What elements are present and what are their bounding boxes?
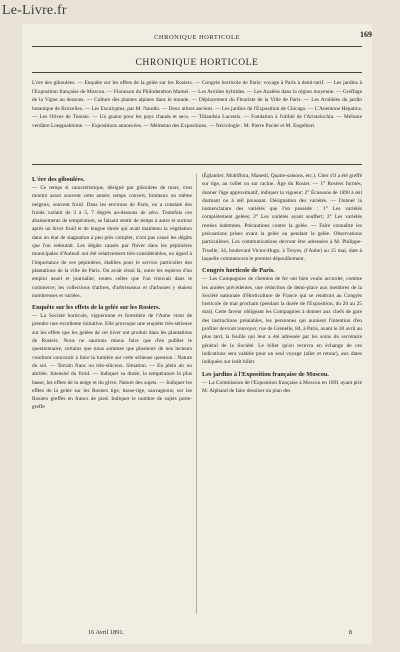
section-text: — La Société horticole, vigneronne et forestière de l'Aube vient de prendre une excellente initiative. Elle provoque une enquête très-sérieuse sur les effets que les gelées de cet hiver ont produit dans les plantations de Rosiers. Nous ne saurions mieux faire que d'en publier le questionnaire, certains que nous sommes que plusieurs de nos lecteurs voudront concourir à faire la lumière sur cette sérieuse question : Nature du sol. — Terrain franc ou très-siliceux. Situation. — En plein air ou abritée. Intensité du froid. — Indiquer sa durée, la température la plus basse, les effets de la neige et du givre. Nature des sujets. — Indiquer les effets de la gelée sur les Rosiers tige, basse-tige, sauvageons; sur les Rosiers greffés en francs de pied. Indiquer le nombre de sujets porte-greffe xyxy=(32,313,192,411)
page-number: 169 xyxy=(360,30,372,39)
section-heading: Enquête sur les effets de la gelée sur les Rosiers. xyxy=(32,304,161,312)
title-rule xyxy=(32,72,362,73)
header-rule xyxy=(32,46,362,47)
issue-date: 16 Avril 1891. xyxy=(88,629,125,636)
section-heading: Congrès horticole de Paris. xyxy=(202,267,275,275)
right-column xyxy=(202,172,362,395)
watermark-stamp: Le-Livre.fr xyxy=(2,3,67,18)
signature-mark: 8 xyxy=(348,629,352,636)
section-text: (Églantier, Multiflora, Manetti, Quatre-saisons, etc.). Citer s'il a été greffé sur tige, au collet ou sur racine. Âge du Rosier. — 1° Rosiers formés, donner l'âge approximatif, indiquer la vigueur; 2° Écussons de 1890 à œil dormant ou à œil poussant. Désignation des variétés. — Donner la nomenclature des variétés que l'on possède : 1° Les variétés complètement gelées; 2° Les variétés ayant souffert; 3° Les variétés restées indemnes. Précautions contre la gelée. — Faire connaître les précautions prises avant la gelée ou pendant la gelée. Observations particulières. Les communications devront être adressées à M. Philippe-Truelle, 34, boulevard Victor-Hugo, à Troyes, (l'Aube) au 15 mai, date à laquelle commencera le premier dépouillement. xyxy=(202,173,362,262)
section-text: — La Commission de l'Exposition française à Moscou en 1891 ayant prié M. Alphand de faire dessiner un plan des xyxy=(202,379,362,394)
running-title: CHRONIQUE HORTICOLE xyxy=(154,34,240,41)
article-summary: L'ère des giboulées. — Enquête sur les effets de la gelée sur les Rosiers. — Congrès horticole de Paris; voyage à Paris à demi-tarif. — Les jardins à l'Exposition française de Moscou. — Floraison du Philodendron Mamei. — Les Aroïdes hybrides. — Les Azalées dans la région moyenne. — Greffage de la Vigne au dessous. — Culture des plantes alpines dans le monde. — Déplacement du Fleuriste de la Ville de Paris. — Les Aroïdées du jardin botanique de Bruxelles. — Les Eucalyptus, par M. Naudin. — Deux arbres anciens. — Les jardins de l'Exposition de Chicago. — L'Anemone Hepatica. — Les Olives de Tunisie. — Un guano pour les pays chauds et secs. — Tillandsia Lucestis. — Fondation à l'utilité de l'Aristolochia. — Mélonie verdâtre Loeppiahtione. — Expositions annoncées. — Mémento des Expositions. — Nécrologie : M. Pierre Pacier et M. Engelbert. xyxy=(32,80,362,129)
column-divider xyxy=(196,174,197,614)
summary-rule xyxy=(32,164,362,165)
left-column xyxy=(32,172,192,412)
journal-page xyxy=(22,24,372,644)
section-text: — Ce temps si caractéristique, désigné par giboulées de mars, s'est montré assez souvent cette année; temps couvert, brumeux ou même neigeux, souvent froid. Dans les environs de Paris, on a constaté des froids variant de 3 à 5, 7 degrés au-dessous de zéro. Toutefois ces abaissements de température, se faisant sentir de temps à autre et surtout après un hiver froid et de longue durée qui avait maintenu la végétation dans un état de stagnation à peu près complet, n'ont pas causé les dégâts que l'on redoutait. Les dégâts causés par l'hiver dans les pépinières municipales d'Auteuil ont été relativement très-considérables, eu égard à l'importance de ces pépinières, établies pour le service particulier des plantations de la ville de Paris. On avait réuni là, outre les espèces d'un emploi usuel et journalier, toutes celles que l'on trouvait dans le commerce; les collections d'arbres, d'arbrisseaux et d'arbustes y étaient nombreuses et variées. xyxy=(32,185,192,299)
article-title: CHRONIQUE HORTICOLE xyxy=(135,58,259,68)
section-text: — Les Compagnies de chemins de fer ont bien voulu accorder, comme les années précédentes, une réduction de demi-place aux membres de la Société nationale d'Horticulture de France qui se rendront au Congrès horticole de mai prochain (pendant la durée de l'Exposition, du 20 au 25 mai). Cette faveur obligeant les Compagnies à donner aux chefs de gare des instructions préalables, les personnes qui auraient l'intention d'en profiter devront renvoyer, rue de Grenelle, 84, à Paris, avant le 20 avril au plus tard, la feuille qui leur a été adressée par les soins du secrétaire général de la Société. Le billet qu'on recevra en échange de ces indications sera valable pour un seul voyage (aller et retour), aux dates indiquées sur ledit billet. xyxy=(202,276,362,366)
section-heading: Les jardins à l'Exposition française de Moscou. xyxy=(202,370,329,378)
section-heading: L'ère des giboulées. xyxy=(32,176,85,183)
